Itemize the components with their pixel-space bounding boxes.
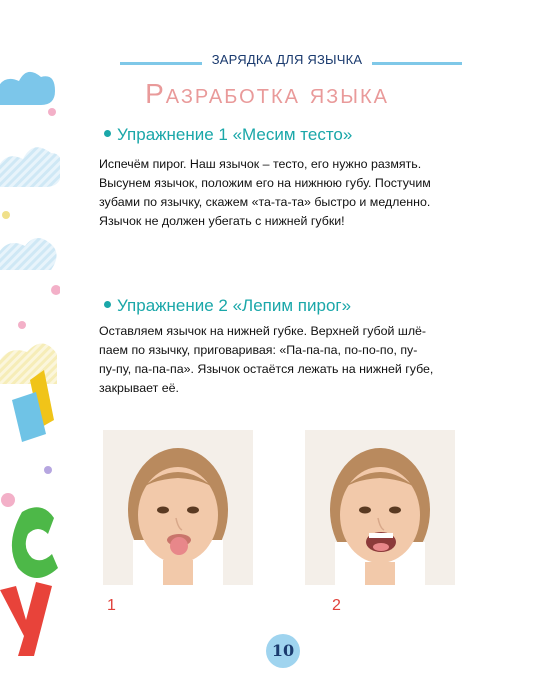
girl-open-mouth-photo: [305, 430, 455, 585]
text-line: пу-пу, па-па-па». Язычок остаётся лежать на нижней губе,: [99, 362, 434, 376]
exercise-1-heading: [104, 125, 352, 145]
decorative-letters-illustration: [0, 0, 60, 700]
girl-tongue-out-photo: [103, 430, 253, 585]
text-line: Высунем язычок, положим его на нижнюю губу. Постучим: [99, 176, 431, 190]
text-line: Испечём пирог. Наш язычок – тесто, его нужно размять.: [99, 157, 422, 171]
photo-2-caption: 2: [332, 597, 341, 614]
text-line: зубами по язычку, скажем «та-та-та» быстро и медленно.: [99, 195, 431, 209]
page-title: Разработка языка: [145, 78, 389, 109]
bullet-icon: [104, 130, 111, 137]
photo-1-caption: 1: [107, 597, 116, 614]
exercise-2-title: Упражнение 2 «Лепим пирог»: [117, 296, 352, 315]
exercise-1-title: Упражнение 1 «Месим тесто»: [117, 125, 353, 144]
page-number: 10: [266, 634, 300, 668]
text-line: закрывает её.: [99, 381, 179, 395]
exercise-1-text: [99, 155, 471, 231]
text-line: Язычок не должен убегать с нижней губки!: [99, 214, 345, 228]
decorative-strip: [0, 0, 60, 700]
header-rule-right: [372, 62, 462, 65]
text-line: паем по язычку, приговаривая: «Па-па-па, по-по-по, пу-: [99, 343, 418, 357]
bullet-icon: [104, 301, 111, 308]
exercise-2-text: [99, 322, 471, 398]
running-header: [110, 50, 460, 72]
text-line: Оставляем язычок на нижней губке. Верхней губой шлё-: [99, 324, 427, 338]
section-label: ЗАРЯДКА ДЛЯ ЯЗЫЧКА: [211, 52, 363, 67]
exercise-2-heading: [104, 296, 351, 316]
header-rule-left: [120, 62, 202, 65]
